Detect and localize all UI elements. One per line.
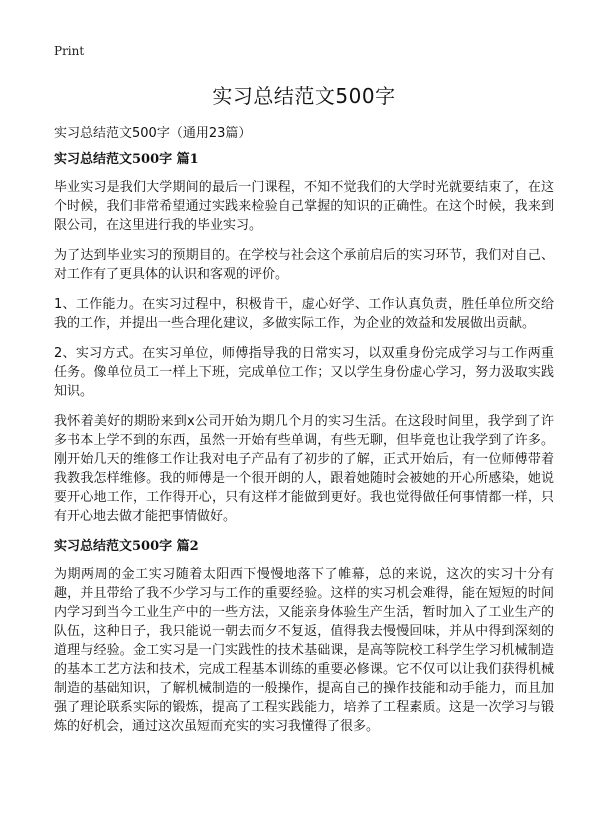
page-title: 实习总结范文500字 bbox=[212, 84, 396, 108]
document-subtitle: 实习总结范文500字（通用23篇） bbox=[54, 126, 252, 141]
paragraph: 为了达到毕业实习的预期目的。在学校与社会这个承前启后的实习环节，我们对自己、对工作有了更具体的认识和客观的评价。 bbox=[54, 248, 554, 282]
section-heading: 实习总结范文500字 篇1 bbox=[54, 152, 199, 167]
print-link[interactable]: Print bbox=[54, 44, 85, 58]
document-content bbox=[54, 146, 554, 747]
paragraph: 毕业实习是我们大学期间的最后一门课程，不知不觉我们的大学时光就要结束了，在这个时候，我们非常希望通过实践来检验自己掌握的知识的正确性。在这个时候，我来到限公司，在这里进行我的毕业实习。 bbox=[54, 180, 554, 233]
paragraph: 2、实习方式。在实习单位，师傅指导我的日常实习，以双重身份完成学习与工作两重任务。像单位员工一样上下班，完成单位工作；又以学生身份虚心学习，努力汲取实践知识。 bbox=[54, 346, 554, 399]
section-heading: 实习总结范文500字 篇2 bbox=[54, 539, 199, 554]
paragraph: 我怀着美好的期盼来到x公司开始为期几个月的实习生活。在这段时间里，我学到了许多书本上学不到的东西，虽然一开始有些单调，有些无聊，但毕竟也让我学到了许多。刚开始几天的维修工作让我对电子产品有了初步的了解，正式开始后，有一位师傅带着我教我怎样维修。我的师傅是一个很开朗的人，跟着她随时会被她的开心所感染，她说要开心地工作，工作得开心，只有这样才能做到更好。我也觉得做任何事情都一样，只有开心地去做才能把事情做好。 bbox=[54, 414, 554, 524]
section-1 bbox=[54, 150, 554, 526]
paragraph: 为期两周的金工实习随着太阳西下慢慢地落下了帷幕，总的来说，这次的实习十分有趣，并且带给了我不少学习与工作的重要经验。这样的实习机会难得，能在短短的时间内学习到当今工业生产中的一些方法，又能亲身体验生产生活，暂时加入了工业生产的队伍，这种日子，我只能说一朝去而夕不复返，值得我去慢慢回味，并从中得到深刻的道理与经验。金工实习是一门实践性的技术基础课，是高等院校工科学生学习机械制造的基本工艺方法和技术，完成工程基本训练的重要必修课。它不仅可以让我们获得机械制造的基础知识，了解机械制造的一般操作，提高自己的操作技能和动手能力，而且加强了理论联系实际的锻炼，提高了工程实践能力，培养了工程素质。这是一次学习与锻炼的好机会，通过这次虽短而充实的实习我懂得了很多。 bbox=[54, 567, 554, 734]
paragraph: 1、工作能力。在实习过程中，积极肯干，虚心好学、工作认真负责，胜任单位所交给我的工作，并提出一些合理化建议，多做实际工作，为企业的效益和发展做出贡献。 bbox=[54, 297, 554, 331]
section-2 bbox=[54, 537, 554, 736]
